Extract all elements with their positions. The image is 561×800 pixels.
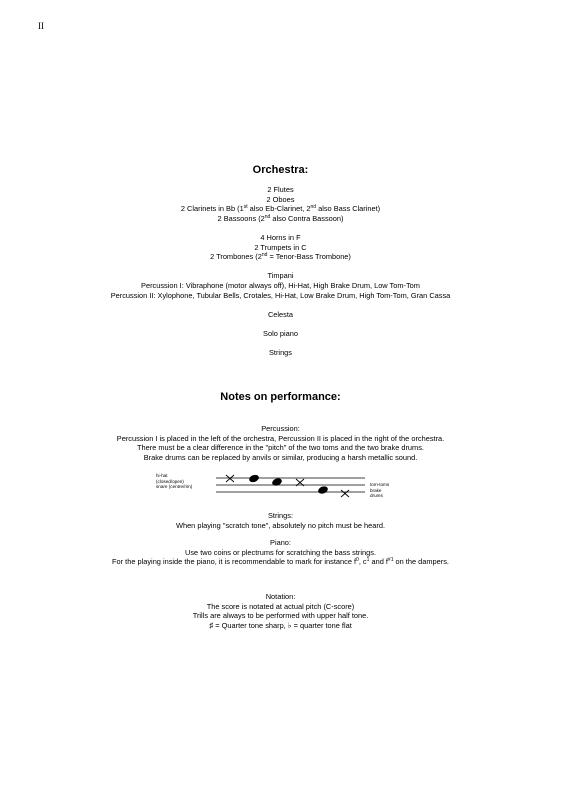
timpani-line: Timpani [267, 271, 294, 281]
percussion-heading: Percussion: [261, 424, 300, 433]
trombones-line: 2 Trombones (2nd = Tenor-Bass Trombone) [210, 252, 351, 262]
piano-heading: Piano: [270, 538, 291, 547]
quarter-flat-icon: ♭ [287, 620, 292, 630]
notation-note-1: The score is notated at actual pitch (C-score) [206, 601, 355, 611]
notation-note-2: Trills are always to be performed with upper half tone. [192, 611, 369, 621]
piano-note-1: Use two coins or plectrums for scratching the bass strings. [185, 547, 376, 557]
percussion-2-line: Percussion II: Xylophone, Tubular Bells, Crotales, Hi-Hat, Low Brake Drum, High Tom-Tom, Gran Cassa [110, 290, 451, 300]
piano-note-2: For the playing inside the piano, it is recommendable to mark for instance $f^0$, $c^1$ and $f^{\#1}$ on the dampers. [112, 557, 449, 567]
notation-note-3: ♯ = Quarter tone sharp, ♭ = quarter tone flat [209, 620, 352, 630]
clarinets-line: 2 Clarinets in Bb (1st also Eb-Clarinet, 2nd also Bass Clarinet) [180, 204, 381, 214]
solo-piano-line: Solo piano [263, 328, 298, 338]
percussion-note-1: Percussion I is placed in the left of the orchestra, Percussion II is placed in the right of the orchestra. [116, 433, 445, 443]
notation-notes [0, 592, 561, 630]
instrument-list [0, 185, 561, 358]
page-number: II [38, 21, 44, 31]
quarter-sharp-icon: ♯ [209, 620, 214, 630]
strings-heading: Strings: [267, 511, 294, 520]
staff-label-right: tom-toms brake drums [370, 482, 390, 499]
percussion-1-line: Percussion I: Vibraphone (motor always off), Hi-Hat, High Brake Drum, Low Tom-Tom [141, 280, 420, 290]
horns-line: 4 Horns in F [260, 232, 301, 242]
celesta-line: Celesta [267, 309, 294, 319]
low-brake-drum-cross-note [341, 490, 349, 497]
percussion-staff-diagram [150, 470, 410, 506]
oboes-line: 2 Oboes [266, 194, 295, 204]
notation-heading: Notation: [265, 592, 296, 601]
notes-title: Notes on performance: [220, 391, 341, 403]
snare-rim-note [271, 477, 283, 487]
percussion-note-2: There must be a clear difference in the "pitch" of the two toms and the two brake drums. [137, 443, 424, 453]
flutes-line: 2 Flutes [267, 185, 294, 194]
notes-section [0, 391, 561, 403]
percussion-notes [0, 424, 561, 462]
bassoons-line: 2 Bassoons (2nd also Contra Bassoon) [217, 213, 344, 223]
hihat-cross-note [226, 475, 234, 482]
tom-tom-note [317, 485, 329, 495]
trumpets-line: 2 Trumpets in C [254, 242, 307, 252]
percussion-note-3: Brake drums can be replaced by anvils or similar, producing a harsh metallic sound. [143, 452, 418, 462]
strings-line: Strings [268, 348, 292, 358]
staff-label-left: hi-hat (closed/open) snare (centre/rim) [156, 473, 193, 490]
strings-note-1: When playing "scratch tone", absolutely no pitch must be heard. [175, 520, 386, 530]
piano-notes [0, 538, 561, 567]
orchestra-section [0, 164, 561, 176]
orchestra-title: Orchestra: [252, 164, 309, 176]
strings-notes [0, 511, 561, 530]
snare-note [248, 474, 260, 484]
